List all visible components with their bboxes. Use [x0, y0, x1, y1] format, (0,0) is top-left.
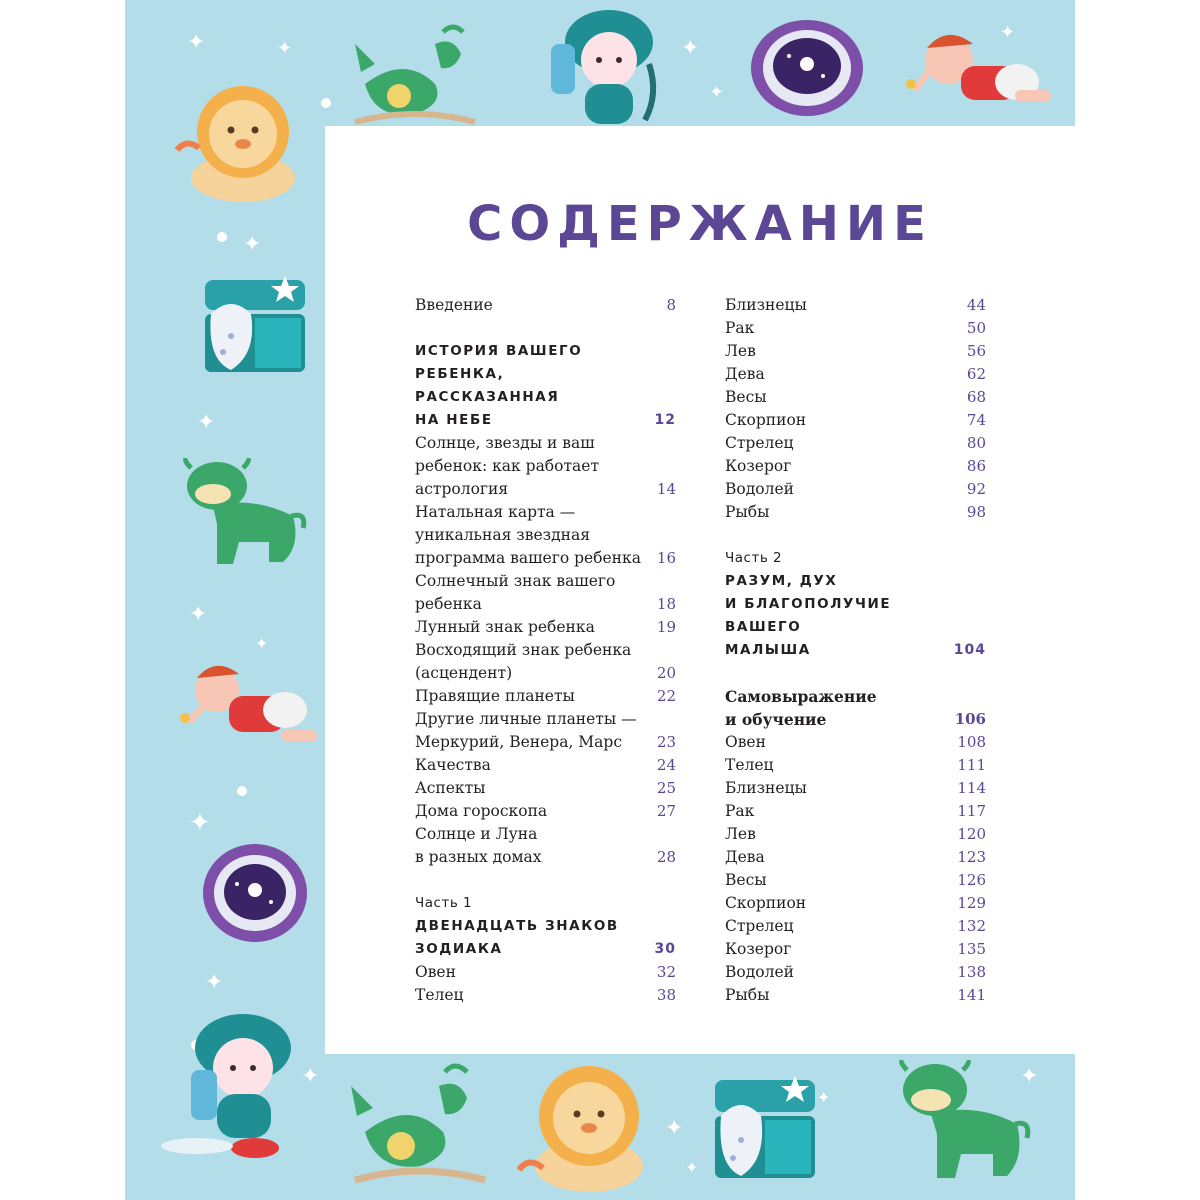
- toc-entry[interactable]: [415, 386, 676, 409]
- toc-entry[interactable]: [725, 938, 986, 961]
- toc-entry[interactable]: [415, 340, 676, 363]
- toc-entry-title: Водолей: [725, 963, 794, 981]
- capricorn-icon: [331, 1062, 491, 1192]
- toc-entry-page: 108: [957, 733, 986, 751]
- toc-entry-page: 50: [966, 319, 986, 337]
- toc-entry[interactable]: [415, 777, 676, 800]
- toc-spacer: [415, 869, 676, 892]
- star-icon: ✦: [1020, 1064, 1039, 1089]
- toc-entry[interactable]: [415, 501, 676, 524]
- bull-icon: [889, 1060, 1039, 1190]
- toc-entry[interactable]: [415, 432, 676, 455]
- toc-entry[interactable]: [725, 685, 986, 708]
- toc-entry[interactable]: [725, 501, 986, 524]
- toc-entry[interactable]: [725, 478, 986, 501]
- toc-entry[interactable]: [415, 961, 676, 984]
- toc-entry-page: 117: [957, 802, 986, 820]
- toc-entry[interactable]: [725, 777, 986, 800]
- toc-entry[interactable]: [725, 731, 986, 754]
- star-icon: ✦: [243, 232, 262, 257]
- toc-entry-title: И БЛАГОПОЛУЧИЕ: [725, 596, 892, 612]
- dot: [321, 98, 331, 108]
- toc-entry-title: Солнечный знак вашего: [415, 572, 616, 590]
- dot: [217, 232, 227, 242]
- toc-entry[interactable]: [415, 478, 676, 501]
- toc-entry-page: 132: [957, 917, 986, 935]
- toc-entry[interactable]: [725, 800, 986, 823]
- toc-entry[interactable]: [725, 409, 986, 432]
- toc-entry[interactable]: [725, 340, 986, 363]
- toc-entry[interactable]: [725, 708, 986, 731]
- toc-entry[interactable]: [415, 915, 676, 938]
- page-title: СОДЕРЖАНИЕ: [467, 196, 933, 252]
- toc-spacer: [725, 662, 986, 685]
- toc-entry[interactable]: [415, 616, 676, 639]
- capricorn-icon: [335, 24, 485, 134]
- toc-column-left: [415, 294, 676, 1007]
- toc-entry-page: 16: [656, 549, 676, 567]
- toc-entry[interactable]: [725, 455, 986, 478]
- toc-entry[interactable]: [725, 386, 986, 409]
- toc-entry[interactable]: [415, 294, 676, 317]
- toc-entry-title: НА НЕБЕ: [415, 412, 493, 428]
- toc-entry-page: 135: [957, 940, 986, 958]
- toc-entry[interactable]: [415, 662, 676, 685]
- lion-icon: [169, 80, 309, 204]
- toc-entry-page: 44: [966, 296, 986, 314]
- toc-entry-title: Восходящий знак ребенка: [415, 641, 632, 659]
- toc-entry-title: Часть 1: [415, 895, 473, 911]
- aquarius-icon: [545, 4, 675, 128]
- toc-entry-title: Скорпион: [725, 894, 807, 912]
- toc-entry-title: уникальная звездная: [415, 526, 590, 544]
- toc-entry-title: Дева: [725, 848, 765, 866]
- toc-entry-page: 141: [957, 986, 986, 1004]
- toc-entry-title: Солнце и Луна: [415, 825, 538, 843]
- toc-entry-page: 74: [966, 411, 986, 429]
- toc-entry-title: и обучение: [725, 710, 827, 729]
- toc-entry-page: 126: [957, 871, 986, 889]
- star-icon: ✦: [817, 1088, 831, 1107]
- toc-entry[interactable]: [725, 892, 986, 915]
- toc-entry[interactable]: [725, 915, 986, 938]
- toc-entry-page: 38: [656, 986, 676, 1004]
- toc-entry-title: Дома гороскопа: [415, 802, 548, 820]
- toc-entry[interactable]: [725, 984, 986, 1007]
- toc-entry-title: Рак: [725, 802, 755, 820]
- toc-spacer: [415, 317, 676, 340]
- crawling-baby-icon: [905, 22, 1055, 118]
- toc-entry-title: Правящие планеты: [415, 687, 575, 705]
- toc-entry[interactable]: [725, 432, 986, 455]
- star-icon: ✦: [189, 602, 208, 627]
- toc-entry[interactable]: [725, 961, 986, 984]
- toc-entry-title: в разных домах: [415, 848, 542, 866]
- toc-spacer: [725, 524, 986, 547]
- toc-column-right: [725, 294, 986, 1007]
- toc-entry-title: Рыбы: [725, 503, 770, 521]
- toc-entry-title: Телец: [415, 986, 464, 1004]
- toc-entry-page: 62: [966, 365, 986, 383]
- toc-entry[interactable]: [725, 363, 986, 386]
- toc-entry-page: 120: [957, 825, 986, 843]
- toc-entry-title: Близнецы: [725, 296, 807, 314]
- toc-entry[interactable]: [415, 731, 676, 754]
- star-icon: ✦: [681, 36, 700, 61]
- toc-entry[interactable]: [415, 846, 676, 869]
- star-icon: ✦: [187, 30, 206, 55]
- star-icon: ✦: [189, 808, 211, 838]
- toc-entry[interactable]: [415, 984, 676, 1007]
- toc-entry[interactable]: [415, 800, 676, 823]
- toc-entry[interactable]: [725, 593, 986, 616]
- star-icon: ✦: [665, 1116, 684, 1141]
- toc-entry-title: МАЛЫША: [725, 642, 811, 658]
- toc-entry-page: 32: [656, 963, 676, 981]
- toc-entry[interactable]: [415, 593, 676, 616]
- star-icon: ✦: [197, 410, 216, 435]
- toc-entry-title: Введение: [415, 296, 493, 314]
- treasure-chest-icon: [201, 274, 311, 376]
- toc-entry[interactable]: [415, 685, 676, 708]
- toc-entry-title: Меркурий, Венера, Марс: [415, 733, 623, 751]
- toc-entry-page: 22: [656, 687, 676, 705]
- toc-entry-page: 24: [656, 756, 676, 774]
- toc-entry-title: Рак: [725, 319, 755, 337]
- toc-entry-page: 18: [656, 595, 676, 613]
- toc-entry[interactable]: [725, 754, 986, 777]
- toc-entry-title: Овен: [415, 963, 456, 981]
- toc-entry-page: 8: [666, 296, 676, 314]
- toc-entry[interactable]: [725, 639, 986, 662]
- aquarius-icon: [157, 1006, 320, 1166]
- toc-entry-page: 19: [656, 618, 676, 636]
- toc-entry[interactable]: [725, 846, 986, 869]
- toc-entry-title: Телец: [725, 756, 774, 774]
- night-sky-geode-icon: [749, 18, 865, 118]
- toc-entry[interactable]: [415, 455, 676, 478]
- star-icon: ✦: [685, 1158, 699, 1177]
- toc-entry-page: 25: [656, 779, 676, 797]
- toc-entry-title: Овен: [725, 733, 766, 751]
- toc-entry-page: 92: [966, 480, 986, 498]
- toc-entry[interactable]: [415, 938, 676, 961]
- toc-entry[interactable]: [415, 708, 676, 731]
- lion-icon: [509, 1060, 659, 1196]
- toc-entry-page: 12: [654, 412, 676, 428]
- toc-entry-title: Стрелец: [725, 917, 794, 935]
- bull-icon: [173, 458, 313, 568]
- toc-entry-title: Стрелец: [725, 434, 794, 452]
- star-icon: ✦: [301, 1064, 320, 1089]
- toc-entry-title: ЗОДИАКА: [415, 941, 503, 957]
- toc-entry-title: ребенок: как работает: [415, 457, 600, 475]
- toc-entry[interactable]: [725, 869, 986, 892]
- toc-entry-page: 106: [954, 710, 986, 728]
- toc-entry-title: Близнецы: [725, 779, 807, 797]
- toc-entry-page: 104: [953, 642, 986, 658]
- toc-entry-title: Дева: [725, 365, 765, 383]
- toc-entry-title: Козерог: [725, 940, 792, 958]
- toc-entry-page: 123: [957, 848, 986, 866]
- toc-entry-page: 27: [656, 802, 676, 820]
- toc-entry[interactable]: [415, 547, 676, 570]
- toc-entry-title: Часть 2: [725, 550, 783, 566]
- toc-entry-page: 68: [966, 388, 986, 406]
- toc-entry[interactable]: [415, 363, 676, 386]
- star-icon: ✦: [1000, 22, 1016, 43]
- toc-entry-page: 14: [656, 480, 676, 498]
- toc-entry-page: 129: [957, 894, 986, 912]
- toc-entry-title: Солнце, звезды и ваш: [415, 434, 595, 452]
- toc-entry-title: ВАШЕГО: [725, 619, 802, 635]
- toc-entry-title: Весы: [725, 388, 767, 406]
- toc-entry-title: Качества: [415, 756, 491, 774]
- toc-entry-title: РАЗУМ, ДУХ: [725, 573, 838, 589]
- star-icon: ✦: [255, 634, 269, 653]
- toc-entry-title: РАССКАЗАННАЯ: [415, 389, 560, 405]
- crawling-baby-icon: [175, 660, 321, 754]
- toc-entry-title: ДВЕНАДЦАТЬ ЗНАКОВ: [415, 918, 619, 934]
- toc-entry[interactable]: [725, 317, 986, 340]
- toc-entry-page: 56: [966, 342, 986, 360]
- toc-entry-title: астрология: [415, 480, 509, 498]
- toc-entry[interactable]: [415, 524, 676, 547]
- toc-entry-title: Лунный знак ребенка: [415, 618, 595, 636]
- toc-entry-title: Скорпион: [725, 411, 807, 429]
- toc-entry-page: 23: [656, 733, 676, 751]
- toc-entry-title: (асцендент): [415, 664, 513, 682]
- toc-entry[interactable]: [415, 892, 676, 915]
- toc-entry[interactable]: [725, 616, 986, 639]
- toc-entry-page: 138: [957, 963, 986, 981]
- toc-entry[interactable]: [415, 570, 676, 593]
- toc-entry-page: 114: [957, 779, 986, 797]
- star-icon: ✦: [277, 38, 293, 59]
- toc-entry-title: Натальная карта —: [415, 503, 576, 521]
- toc-entry-page: 86: [966, 457, 986, 475]
- toc-entry-title: РЕБЕНКА,: [415, 366, 505, 382]
- toc-entry-title: программа вашего ребенка: [415, 549, 641, 567]
- toc-entry[interactable]: [725, 570, 986, 593]
- toc-entry-page: 80: [966, 434, 986, 452]
- toc-entry-title: Аспекты: [415, 779, 486, 797]
- toc-entry-title: ИСТОРИЯ ВАШЕГО: [415, 343, 583, 359]
- toc-entry-title: Другие личные планеты —: [415, 710, 637, 728]
- toc-entry-title: Козерог: [725, 457, 792, 475]
- toc-entry-title: Самовыражение: [725, 687, 877, 706]
- treasure-chest-icon: [711, 1074, 823, 1184]
- toc-entry-title: Водолей: [725, 480, 794, 498]
- star-icon: ✦: [709, 82, 725, 103]
- toc-entry[interactable]: [725, 547, 986, 570]
- dot: [237, 786, 247, 796]
- toc-entry[interactable]: [415, 823, 676, 846]
- toc-entry-title: Весы: [725, 871, 767, 889]
- night-sky-geode-icon: [201, 842, 309, 944]
- toc-entry-page: 111: [957, 756, 986, 774]
- toc-entry-page: 98: [966, 503, 986, 521]
- toc-entry[interactable]: [415, 409, 676, 432]
- toc-entry-title: Лев: [725, 342, 756, 360]
- toc-entry[interactable]: [725, 823, 986, 846]
- toc-entry[interactable]: [415, 754, 676, 777]
- toc-entry-page: 28: [656, 848, 676, 866]
- toc-entry[interactable]: [725, 294, 986, 317]
- toc-entry-page: 20: [656, 664, 676, 682]
- toc-entry[interactable]: [415, 639, 676, 662]
- toc-entry-page: 30: [654, 941, 676, 957]
- toc-entry-title: ребенка: [415, 595, 482, 613]
- toc-entry-title: Рыбы: [725, 986, 770, 1004]
- toc-entry-title: Лев: [725, 825, 756, 843]
- star-icon: ✦: [205, 970, 224, 995]
